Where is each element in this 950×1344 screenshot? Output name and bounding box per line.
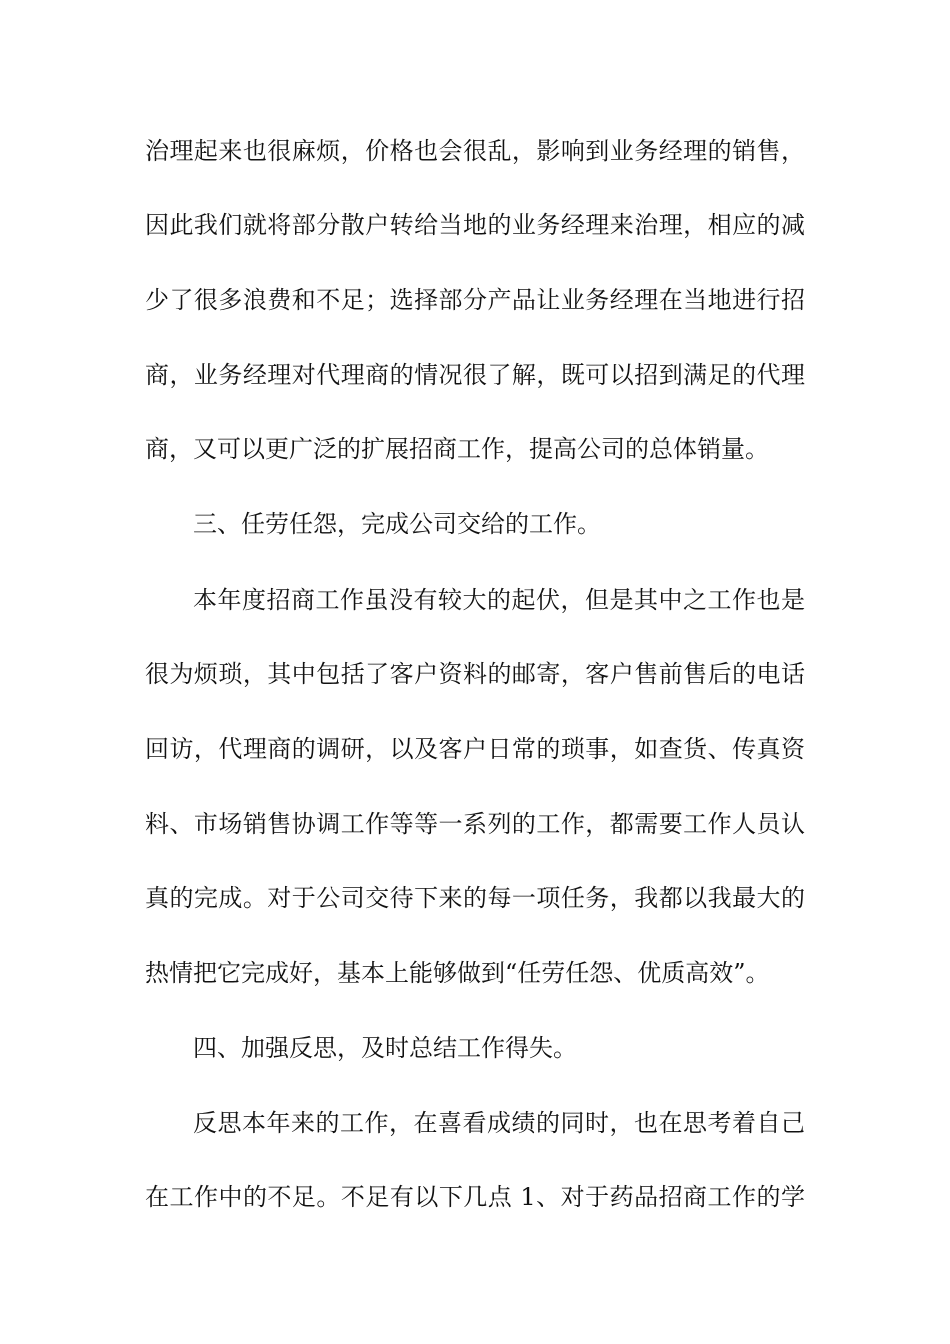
text-line: 很为烦琐，其中包括了客户资料的邮寄，客户售前售后的电话	[145, 660, 805, 688]
text-line: 治理起来也很麻烦，价格也会很乱，影响到业务经理的销售，	[145, 137, 805, 165]
text-line: 料、市场销售协调工作等等一系列的工作，都需要工作人员认	[145, 810, 805, 838]
text-line: 商，又可以更广泛的扩展招商工作，提高公司的总体销量。	[145, 435, 769, 463]
section-heading: 四、加强反思，及时总结工作得失。	[193, 1034, 577, 1062]
section-heading: 三、任劳任怨，完成公司交给的工作。	[193, 510, 601, 538]
paragraph-first-line: 本年度招商工作虽没有较大的起伏，但是其中之工作也是	[193, 586, 805, 614]
text-line: 少了很多浪费和不足；选择部分产品让业务经理在当地进行招	[145, 286, 805, 314]
text-line: 商，业务经理对代理商的情况很了解，既可以招到满足的代理	[145, 361, 805, 389]
text-line: 真的完成。对于公司交待下来的每一项任务，我都以我最大的	[145, 884, 805, 912]
text-line: 在工作中的不足。不足有以下几点 1、对于药品招商工作的学	[145, 1183, 805, 1211]
text-line: 回访，代理商的调研，以及客户日常的琐事，如查货、传真资	[145, 735, 805, 763]
paragraph-first-line: 反思本年来的工作，在喜看成绩的同时，也在思考着自己	[193, 1109, 805, 1137]
text-line: 热情把它完成好，基本上能够做到“任劳任怨、优质高效”。	[145, 959, 770, 987]
text-line: 因此我们就将部分散户转给当地的业务经理来治理，相应的减	[145, 211, 805, 239]
